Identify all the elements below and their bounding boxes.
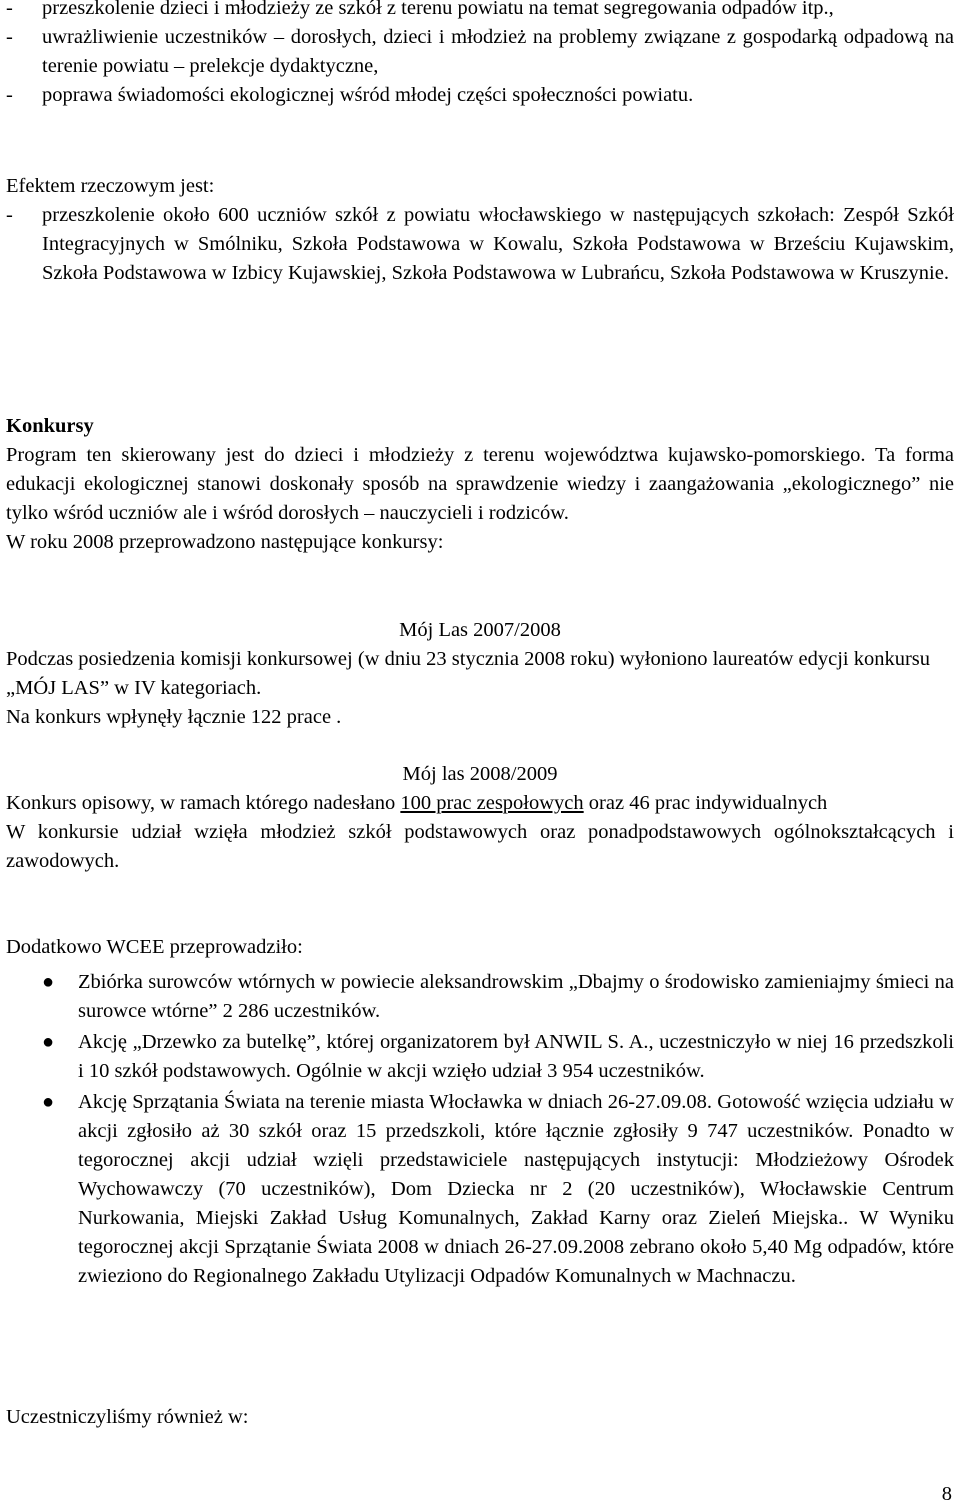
wcee-bullet-item: ● Zbiórka surowców wtórnych w powiecie aleksandrowskim „Dbajmy o środowisko zamieniajmy śmieci na surowce wtórne” 2 286 uczestników. bbox=[6, 968, 954, 1026]
contest-2007-title: Mój Las 2007/2008 bbox=[399, 619, 561, 641]
wcee-bullet-list bbox=[6, 968, 954, 1291]
contest-2008-title: Mój las 2008/2009 bbox=[402, 763, 558, 785]
intro-dash-list bbox=[6, 0, 954, 110]
contest-2008-text: Konkurs opisowy, w ramach którego nadesłano 100 prac zespołowych oraz 46 prac indywidualnych bbox=[6, 792, 828, 814]
wcee-section bbox=[6, 933, 954, 1291]
contest-2007-count: Na konkurs wpłynęły łącznie 122 prace . bbox=[6, 706, 342, 728]
intro-list-section bbox=[6, 0, 954, 110]
effects-heading: Efektem rzeczowym jest: bbox=[6, 175, 215, 197]
contest-2008-participation: W konkursie udział wzięła młodzież szkół podstawowych oraz ponadpodstawowych ogólnokształcących i zawodowych. bbox=[6, 821, 954, 872]
dash-marker: - bbox=[6, 0, 13, 19]
underlined-count: 100 prac zespołowych bbox=[400, 792, 584, 814]
effects-list bbox=[6, 201, 954, 288]
dash-marker: - bbox=[6, 204, 13, 226]
wcee-bullet-item: ● Akcję „Drzewko za butelkę”, której organizatorem był ANWIL S. A., uczestniczyło w niej 16 przedszkoli i 10 szkół podstawowych. Ogólnie w akcji wzięło udział 3 954 uczestników. bbox=[6, 1028, 954, 1086]
wcee-heading: Dodatkowo WCEE przeprowadziło: bbox=[6, 936, 303, 958]
konkursy-year-line: W roku 2008 przeprowadzono następujące konkursy: bbox=[6, 531, 444, 553]
closing-section bbox=[6, 1403, 954, 1432]
bullet-icon: ● bbox=[42, 1091, 55, 1113]
bullet-icon: ● bbox=[42, 971, 55, 993]
page-number: 8 bbox=[941, 1483, 952, 1505]
effects-section bbox=[6, 172, 954, 288]
contest-2008-section bbox=[6, 760, 954, 876]
intro-list-item: - przeszkolenie dzieci i młodzieży ze szkół z terenu powiatu na temat segregowania odpadów itp., bbox=[6, 0, 954, 23]
konkursy-heading: Konkursy bbox=[6, 415, 94, 437]
bullet-icon: ● bbox=[42, 1031, 55, 1053]
contest-2007-section bbox=[6, 616, 954, 732]
dash-marker: - bbox=[6, 84, 13, 106]
intro-list-item: - uwrażliwienie uczestników – dorosłych, dzieci i młodzież na problemy związane z gospodarką odpadową na terenie powiatu – prelekcje dydaktyczne, bbox=[6, 23, 954, 81]
closing-line: Uczestniczyliśmy również w: bbox=[6, 1406, 249, 1428]
konkursy-section bbox=[6, 412, 954, 557]
intro-list-item: - poprawa świadomości ekologicznej wśród młodej części społeczności powiatu. bbox=[6, 81, 954, 110]
konkursy-paragraph: Program ten skierowany jest do dzieci i młodzieży z terenu województwa kujawsko-pomorskiego. Ta forma edukacji ekologicznej stanowi doskonały sposób na sprawdzenie wiedzy i zaangażowania „ekologicznego” nie tylko wśród uczniów ale i wśród dorosłych – nauczycieli i rodziców. bbox=[6, 444, 954, 524]
contest-2007-text: Podczas posiedzenia komisji konkursowej (w dniu 23 stycznia 2008 roku) wyłoniono laureatów edycji konkursu „MÓJ LAS” w IV kategoriach. bbox=[6, 648, 931, 699]
wcee-bullet-item: ● Akcję Sprzątania Świata na terenie miasta Włocławka w dniach 26-27.09.08. Gotowość wzięcia udziału w akcji zgłosiło aż 30 szkół oraz 15 przedszkoli, które łącznie zgłosiły 9 747 uczestników. Ponadto w tegorocznej akcji udział wzięli przedstawiciele następujących instytucji: Młodzieżowy Ośrodek Wychowawczy (70 uczestników), Dom Dziecka nr 2 (20 uczestników), Włocławskie Centrum Nurkowania, Miejski Zakład Usług Komunalnych, Zakład Karny oraz Zieleń Miejska.. W Wyniku tegorocznej akcji Sprzątanie Świata 2008 w dniach 26-27.09.2008 zebrano około 5,40 Mg odpadów, które zwieziono do Regionalnego Zakładu Utylizacji Odpadów Komunalnych w Machnaczu. bbox=[6, 1088, 954, 1291]
dash-marker: - bbox=[6, 26, 13, 48]
effects-list-item: - przeszkolenie około 600 uczniów szkół z powiatu włocławskiego w następujących szkołach: Zespół Szkół Integracyjnych w Smólniku, Szkoła Podstawowa w Kowalu, Szkoła Podstawowa w Brześciu Kujawskim, Szkoła Podstawowa w Izbicy Kujawskiej, Szkoła Podstawowa w Lubrańcu, Szkoła Podstawowa w Kruszynie. bbox=[6, 201, 954, 288]
